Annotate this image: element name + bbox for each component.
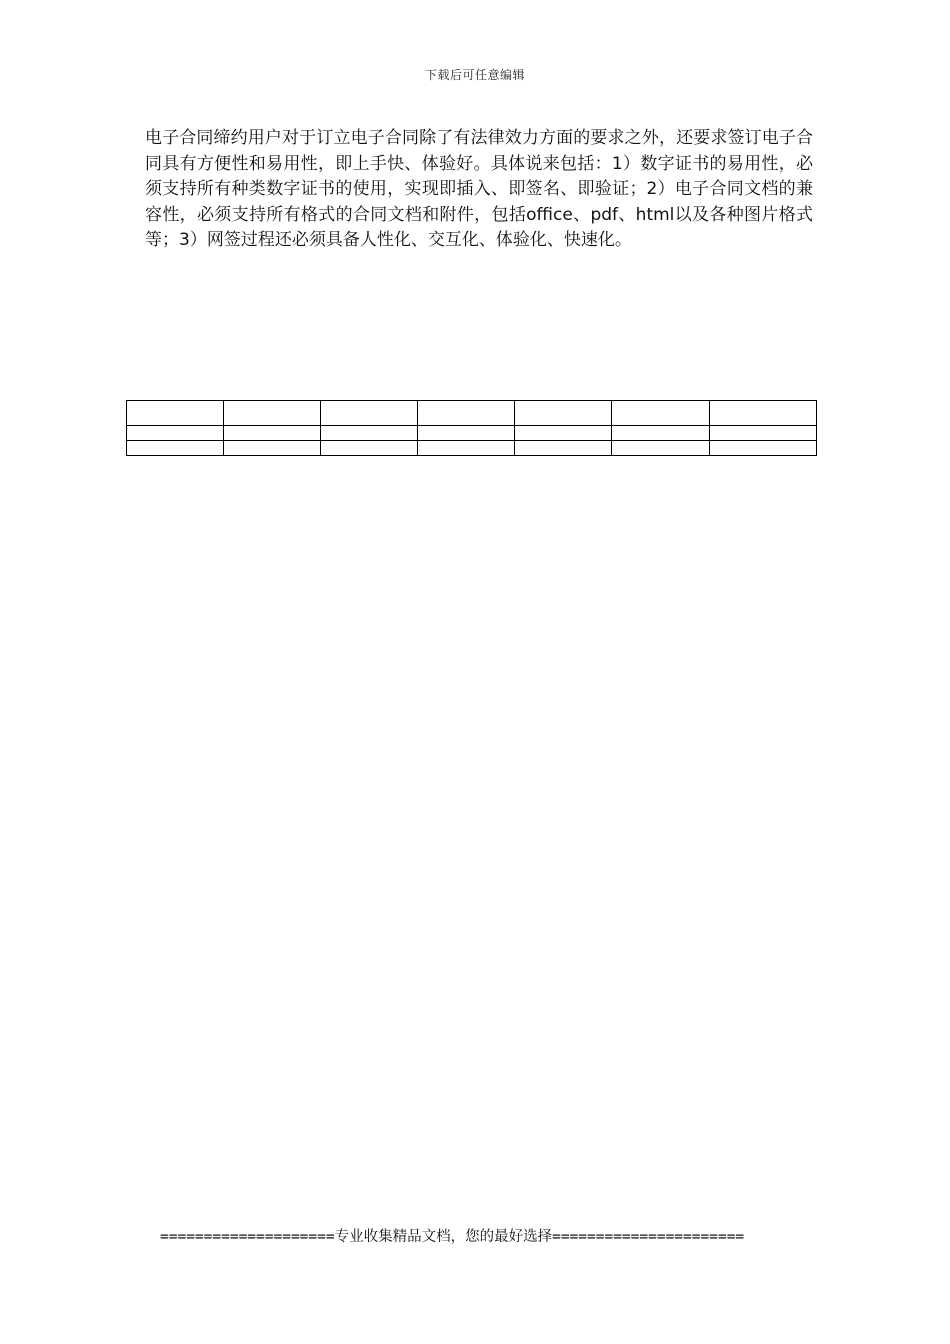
table-cell bbox=[710, 401, 817, 426]
table-cell bbox=[515, 426, 612, 441]
table-cell bbox=[418, 401, 515, 426]
table-cell bbox=[224, 401, 321, 426]
table-cell bbox=[710, 441, 817, 456]
table-cell bbox=[710, 426, 817, 441]
table-cell bbox=[612, 401, 710, 426]
table-cell bbox=[612, 441, 710, 456]
page-footer: ====================专业收集精品文档，您的最好选择====================== bbox=[160, 1229, 745, 1245]
table-cell bbox=[321, 426, 418, 441]
table-row bbox=[127, 401, 817, 426]
table-cell bbox=[612, 426, 710, 441]
table-row bbox=[127, 426, 817, 441]
table-cell bbox=[418, 441, 515, 456]
table-cell bbox=[224, 441, 321, 456]
table-cell bbox=[515, 441, 612, 456]
table-cell bbox=[321, 401, 418, 426]
table-cell bbox=[224, 426, 321, 441]
body-paragraph: 电子合同缔约用户对于订立电子合同除了有法律效力方面的要求之外，还要求签订电子合同具有方便性和易用性，即上手快、体验好。具体说来包括：1）数字证书的易用性，必须支持所有种类数字证书的使用，实现即插入、即签名、即验证；2）电子合同文档的兼容性，必须支持所有格式的合同文档和附件，包括office、pdf、html以及各种图片格式等；3）网签过程还必须具备人性化、交互化、体验化、快速化。 bbox=[145, 128, 813, 250]
table-cell bbox=[418, 426, 515, 441]
table-cell bbox=[515, 401, 612, 426]
table-cell bbox=[127, 441, 224, 456]
table-cell bbox=[127, 401, 224, 426]
table-row bbox=[127, 441, 817, 456]
page-header: 下载后可任意编辑 bbox=[424, 68, 525, 82]
table-cell bbox=[127, 426, 224, 441]
empty-table bbox=[126, 400, 817, 456]
table-cell bbox=[321, 441, 418, 456]
